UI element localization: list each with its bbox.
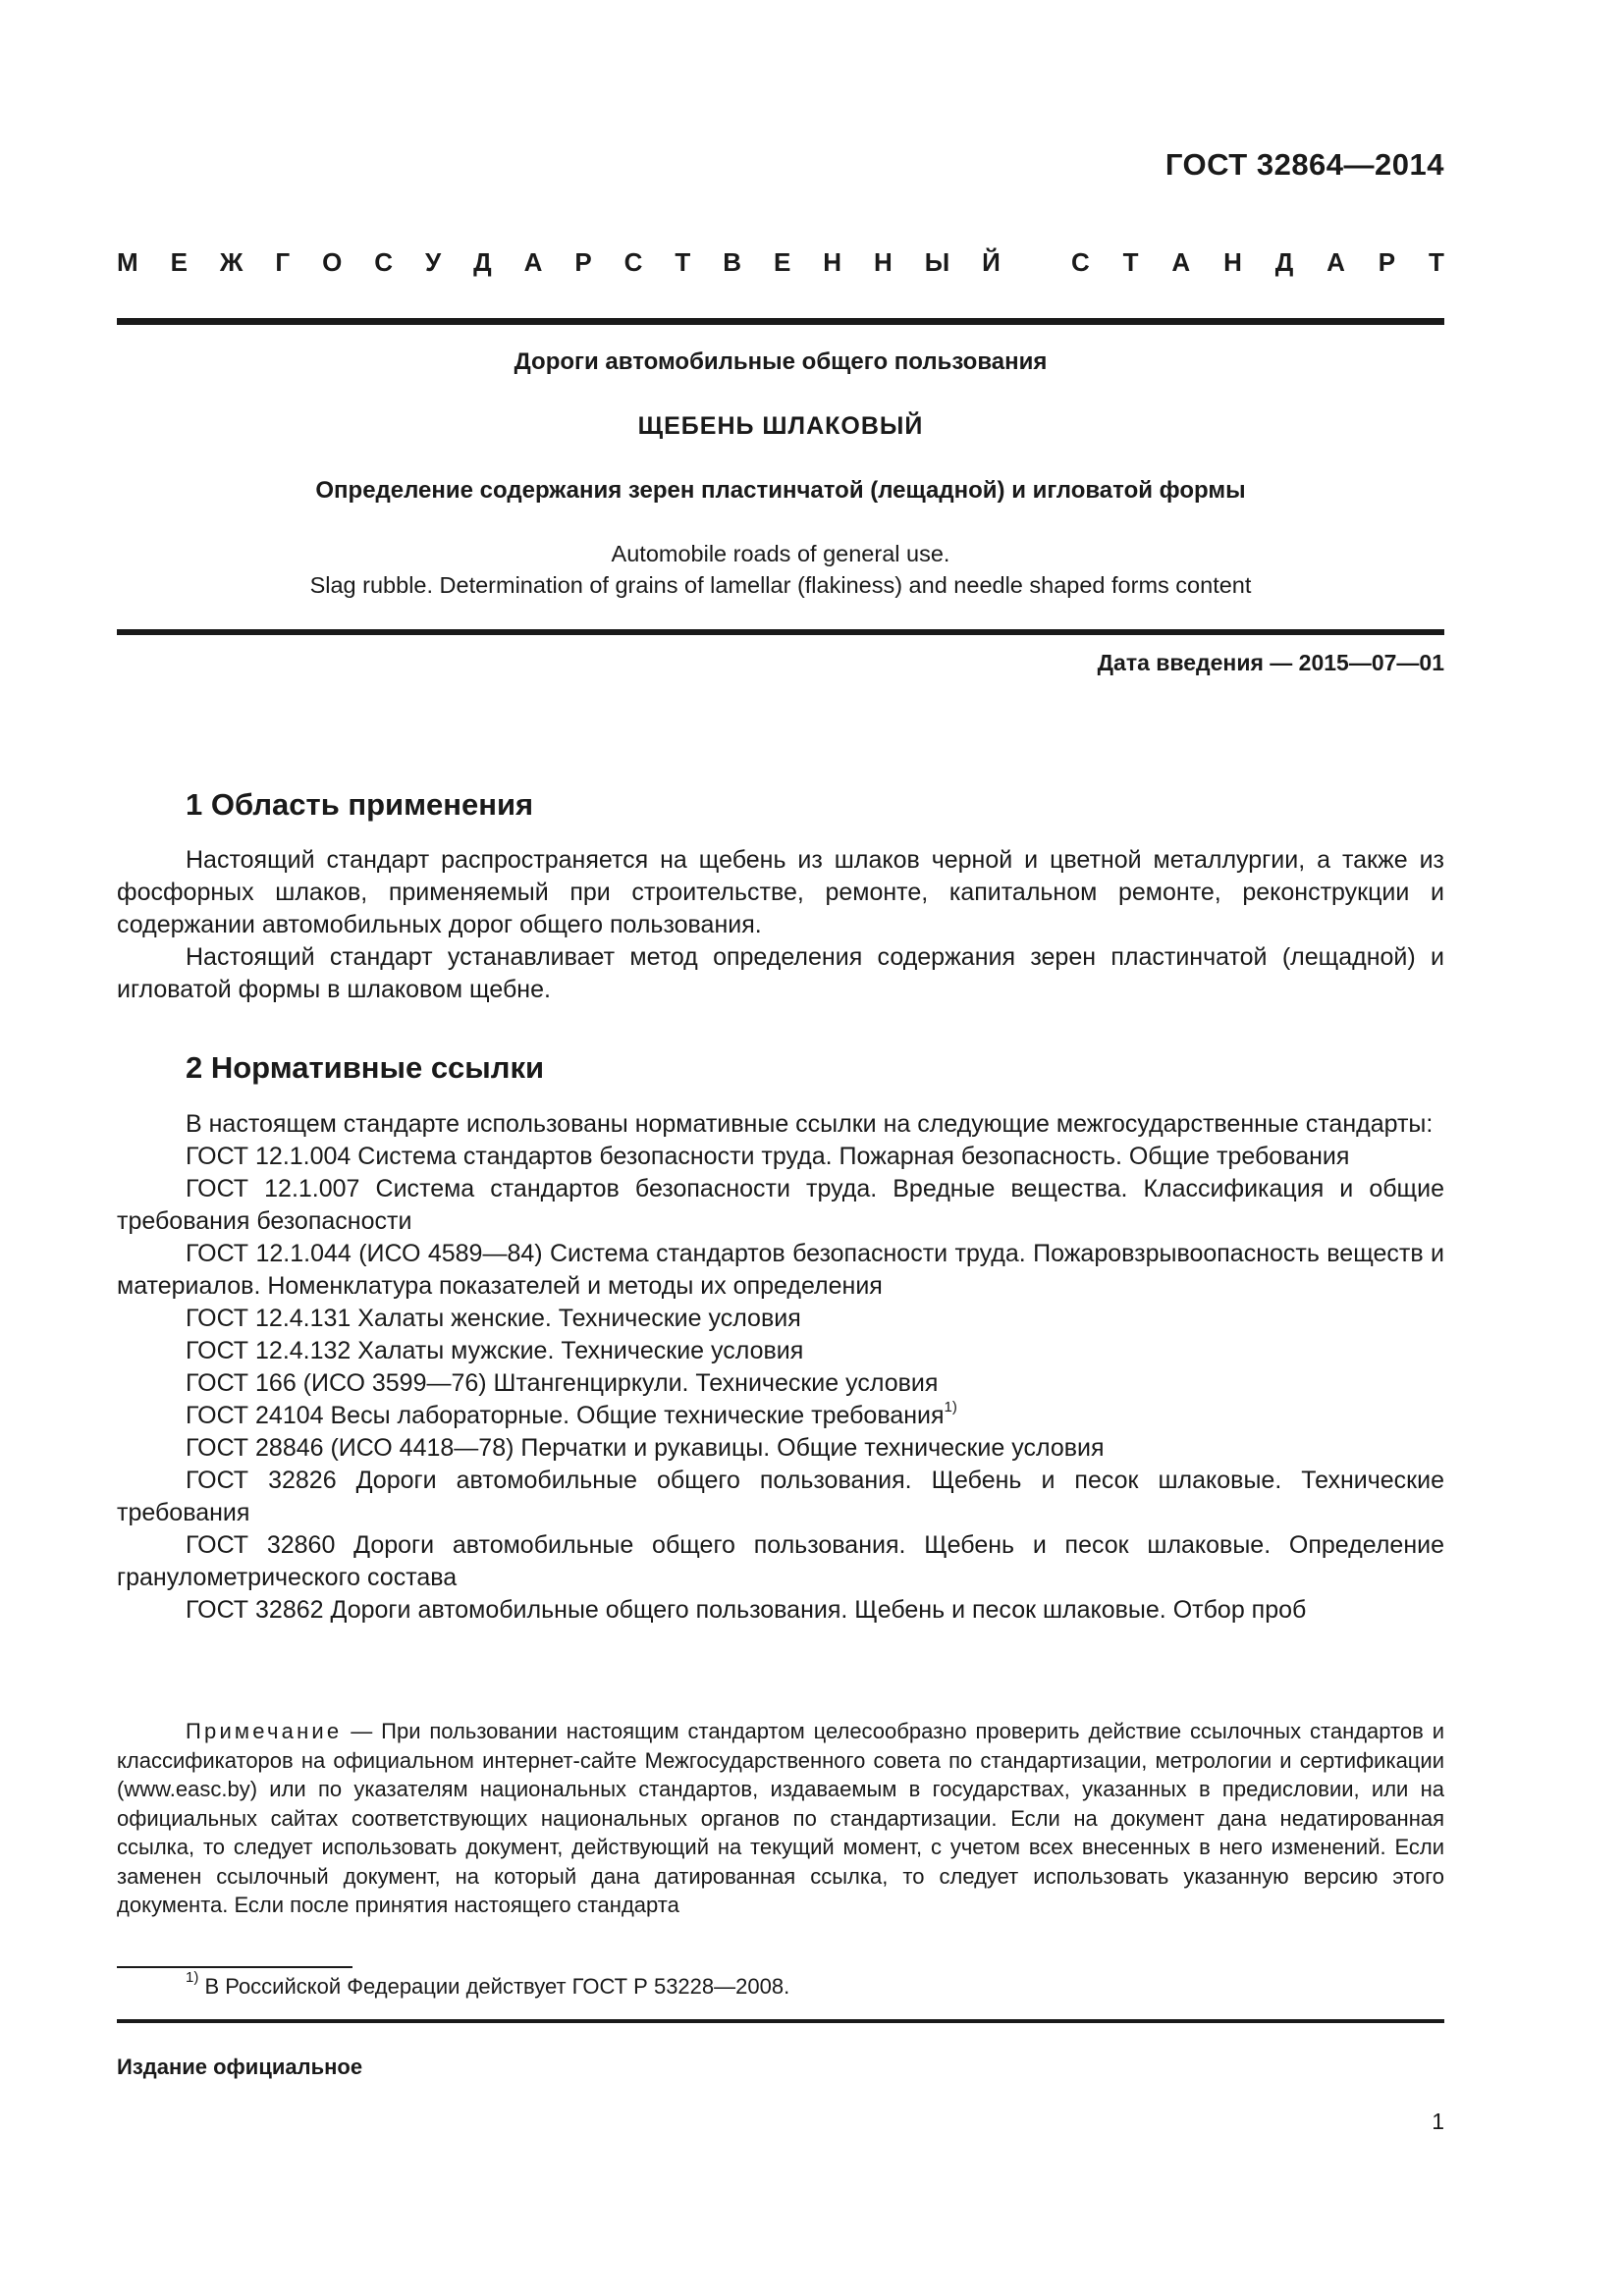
footnote-mark[interactable]: 1): [944, 1399, 957, 1415]
letter: Т: [1429, 247, 1444, 277]
footnote: [186, 1969, 790, 2000]
letter: Н: [823, 247, 842, 277]
footer-divider: [117, 2019, 1444, 2023]
references-note: [117, 1717, 1444, 1920]
letter: А: [1326, 247, 1345, 277]
section-1-paragraph-2: Настоящий стандарт устанавливает метод определения содержания зерен пластинчатой (лещадной) и игловатой формы в шлаковом щебне.: [117, 943, 1444, 1003]
letter: В: [723, 247, 742, 277]
reference-item: ГОСТ 12.1.004 Система стандартов безопасности труда. Пожарная безопасность. Общие требования: [186, 1143, 1350, 1170]
letter: Е: [170, 247, 188, 277]
letter: Ж: [219, 247, 244, 277]
note-label: Примечание: [186, 1719, 343, 1743]
footnote-mark: 1): [186, 1969, 199, 1986]
reference-item-with-footnote: [117, 1400, 1444, 1432]
reference-text: ГОСТ 24104 Весы лабораторные. Общие технические требования: [186, 1402, 945, 1429]
reference-item: ГОСТ 32862 Дороги автомобильные общего пользования. Щебень и песок шлаковые. Отбор проб: [186, 1596, 1307, 1624]
letter: О: [322, 247, 343, 277]
letter: А: [523, 247, 543, 277]
letter: Р: [574, 247, 592, 277]
letter: У: [425, 247, 442, 277]
normative-references: [117, 1108, 1444, 1627]
letter: Д: [1274, 247, 1294, 277]
note-text: — При пользовании настоящим стандартом целесообразно проверить действие ссылочных стандартов и классификаторов на официальном интернет-сайте Межгосударственного совета по стандартизации, метрологии и сертификации (www.easc.by) или по указателям национальных стандартов, издаваемым в государствах, указанных в предисловии, или на официальных сайтах соответствующих национальных органов по стандартизации. Если на документ дана недатированная ссылка, то следует использовать документ, действующий на текущий момент, с учетом всех внесенных в него изменений. Если заменен ссылочный документ, на который дана датированная ссылка, то следует использовать указанную версию этого документа. Если после принятия настоящего стандарта: [117, 1719, 1444, 1917]
letter: Т: [1122, 247, 1139, 277]
title-roads: Дороги автомобильные общего пользования: [514, 348, 1048, 375]
section-1-body: [117, 844, 1444, 1006]
reference-item: ГОСТ 32860 Дороги автомобильные общего пользования. Щебень и песок шлаковые. Определение гранулометрического состава: [117, 1531, 1444, 1591]
letter: А: [1171, 247, 1191, 277]
document-number: ГОСТ 32864—2014: [1164, 147, 1444, 182]
reference-item: ГОСТ 166 (ИСО 3599—76) Штангенциркули. Технические условия: [186, 1369, 939, 1397]
interstate-standard-banner: [117, 247, 1444, 278]
title-divider: [117, 629, 1444, 635]
official-edition-label: Издание официальное: [117, 2055, 363, 2079]
reference-item: ГОСТ 12.4.132 Халаты мужские. Технические условия: [186, 1337, 804, 1364]
letter: М: [117, 247, 138, 277]
interstate-word: [117, 247, 1001, 278]
letter: С: [1071, 247, 1090, 277]
letter: Д: [473, 247, 492, 277]
letter: Н: [1223, 247, 1242, 277]
standard-word: [1071, 247, 1444, 278]
letter: Р: [1378, 247, 1396, 277]
section-1-paragraph-1: Настоящий стандарт распространяется на щебень из шлаков черной и цветной металлургии, а также из фосфорных шлаков, применяемый при строительстве, ремонте, капитальном ремонте, реконструкции и содержании автомобильных дорог общего пользования.: [117, 846, 1444, 938]
section-2-heading: 2 Нормативные ссылки: [186, 1050, 545, 1085]
reference-item: ГОСТ 12.1.044 (ИСО 4589—84) Система стандартов безопасности труда. Пожаровзрывоопасность веществ и материалов. Номенклатура показателей и методы их определения: [117, 1240, 1444, 1300]
letter: С: [623, 247, 643, 277]
section-1-heading: 1 Область применения: [186, 787, 534, 822]
introduction-date: Дата введения — 2015—07—01: [1097, 650, 1444, 675]
references-intro: В настоящем стандарте использованы нормативные ссылки на следующие межгосударственные стандарты:: [186, 1110, 1434, 1138]
letter: Й: [982, 247, 1001, 277]
header-divider: [117, 318, 1444, 325]
letter: С: [374, 247, 394, 277]
footnote-text: В Российской Федерации действует ГОСТ Р 53228—2008.: [198, 1974, 790, 1999]
letter: Ы: [924, 247, 950, 277]
title-subject: Определение содержания зерен пластинчатой (лещадной) и игловатой формы: [315, 477, 1246, 504]
letter: Г: [275, 247, 291, 277]
reference-item: ГОСТ 12.1.007 Система стандартов безопасности труда. Вредные вещества. Классификация и общие требования безопасности: [117, 1175, 1444, 1235]
reference-item: ГОСТ 12.4.131 Халаты женские. Технические условия: [186, 1305, 801, 1332]
reference-item: ГОСТ 28846 (ИСО 4418—78) Перчатки и рукавицы. Общие технические условия: [186, 1434, 1105, 1462]
reference-item: ГОСТ 32826 Дороги автомобильные общего пользования. Щебень и песок шлаковые. Технические требования: [117, 1467, 1444, 1526]
footnote-separator: [117, 1966, 352, 1968]
letter: Н: [874, 247, 893, 277]
title-main: ЩЕБЕНЬ ШЛАКОВЫЙ: [637, 412, 924, 440]
title-english-2: Slag rubble. Determination of grains of lamellar (flakiness) and needle shaped forms content: [309, 572, 1252, 598]
letter: Е: [773, 247, 791, 277]
title-english-1: Automobile roads of general use.: [611, 541, 950, 566]
letter: Т: [675, 247, 691, 277]
page-number: 1: [1432, 2109, 1444, 2134]
